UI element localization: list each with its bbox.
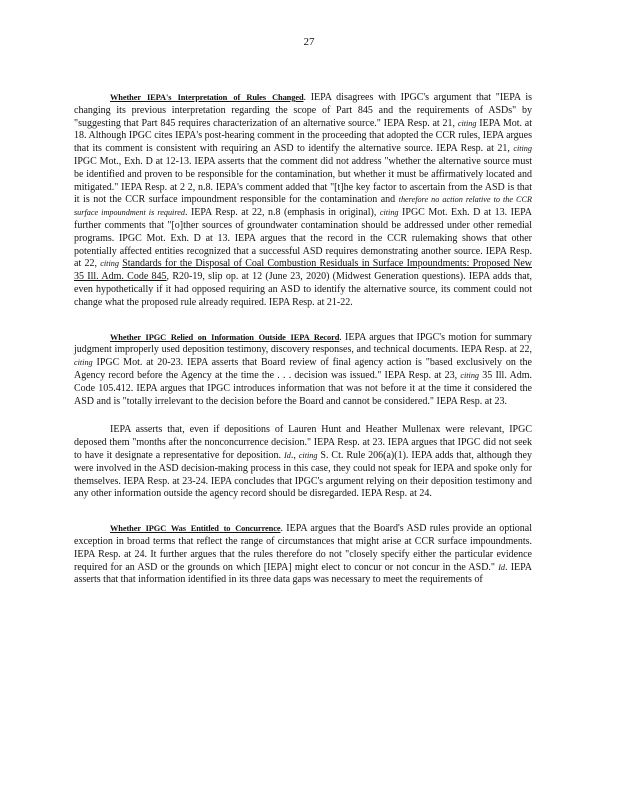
section-heading: Whether IPGC Relied on Information Outside IEPA Record xyxy=(110,332,340,342)
citation-signal: citing xyxy=(379,208,399,218)
paragraph-text: IEPA asserts that, even if depositions of Lauren Hunt and Heather Mullenax were relevant, IPGC deposed them "months after the nonconcurrence decision." IEPA Resp. at 23. IEPA argues that IPGC did not seek to have it designate a representative for deposition. xyxy=(74,424,532,461)
paragraph-text: 35 Ill. Adm. Code 105.412. IEPA argues that IPGC introduces information that was not before it at the time it considered the ASD and is "totally irrelevant to the decision before the Board and cannot be considered." IEPA Resp. at 23. xyxy=(74,369,532,407)
paragraph-text: IEPA Mot. at 18. Although IPGC cites IEPA's post-hearing comment in the proceeding that adopted the CCR rules, IEPA argues that its comment is consistent with requiring an ASD to identify the alternative source. IEPA Resp. at 21, xyxy=(74,117,533,155)
paragraph-text: . IEPA disagrees with IPGC's argument that "IEPA is changing its previous interpretation regarding the scope of Part 845 and the requirements of ASDs" by "suggesting that Part 845 requires characterization of an alternative source." IEPA Resp. at 21, xyxy=(74,92,532,129)
paragraph xyxy=(74,92,532,310)
citation-signal: Id xyxy=(283,450,291,460)
paragraph-text: IPGC Mot., Exh. D at 12-13. IEPA asserts that the comment did not address "whether the alternative source must be identified and proven to be responsible for the contamination, but whether it must be affirmatively located and mitigated." IEPA Resp. at 2 2, n.8. IEPA's comment added that "[t]he key factor to ascertain from the ASD is that it is not the CCR surface impoundment responsible for the contamination and xyxy=(74,155,532,206)
paragraph-text: . IEPA argues that the Board's ASD rules provide an optional exception in broad terms that reflect the range of circumstances that might arise at CCR surface impoundments. IEPA Resp. at 24. It further argues that the rules therefore do not "closely specify either the particular evidence required for an ASD or the grounds on which [IEPA] might elect to concur or not concur in the ASD." xyxy=(74,523,532,573)
paragraph xyxy=(74,424,532,501)
section-heading: Whether IPGC Was Entitled to Concurrence xyxy=(110,524,281,534)
citation-signal: citing xyxy=(74,358,93,368)
paragraph-text: . IEPA argues that IPGC's motion for summary judgment improperly used deposition testimony, discovery responses, and technical documents. IEPA Resp. at 22, xyxy=(74,331,532,356)
paragraph xyxy=(74,332,532,409)
page-number: 27 xyxy=(303,36,315,48)
citation-signal: citing xyxy=(513,144,532,154)
citation-signal: Id xyxy=(498,562,506,572)
citation-signal: citing xyxy=(100,259,119,269)
citation-signal: therefore no action relative to the CCR surface impoundment is required xyxy=(74,195,532,218)
citation-signal: citing xyxy=(298,450,318,460)
case-title: Standards for the Disposal of Coal Combustion Residuals in Surface Impoundments: Proposed New 35 Ill. Adm. Code 845 xyxy=(74,258,532,283)
paragraph-text: . IEPA asserts that that information identified in its three data gaps was necessary to meet the requirements of xyxy=(74,561,532,586)
paragraph-text: ., xyxy=(290,449,299,461)
citation-signal: citing xyxy=(457,118,477,128)
paragraph-text: , R20-19, slip op. at 12 (June 23, 2020) (Midwest Generation questions). IEPA adds that, even hypothetically if it had opposed requiring an ASD to identify the alternative source, its comment could not change what the proposed rule already required. IEPA Resp. at 21-22. xyxy=(74,271,532,308)
paragraph-text: IPGC Mot. at 20-23. IEPA asserts that Board review of final agency action is "based exclusively on the Agency record before the Agency at the time the . . . decision was issued." IEPA Resp. at 23, xyxy=(74,357,532,381)
citation-signal: citing xyxy=(460,370,480,380)
paragraph-text: S. Ct. Rule 206(a)(1). IEPA adds that, although they were involved in the ASD decision-making process in this case, they could not speak for IEPA and spoke only for themselves. IEPA Resp. at 23-24. IEPA concludes that IPGC's argument relying on their deposition testimony and any other information outside the agency record should be disregarded. IEPA Resp. at 24. xyxy=(74,449,532,500)
document-body xyxy=(74,92,532,609)
paragraph-text: IPGC Mot. Exh. D at 13. IEPA further comments that "[o]ther sources of groundwater contamination should be addressed under other remedial programs. IPGC Mot. Exh. D at 13. IEPA argues that the record in the CCR rulemaking shows that other potentially affected entities recognized that a successful ASD requires demonstrating another source. IEPA Resp. at 22, xyxy=(74,207,532,270)
section-heading: Whether IEPA's Interpretation of Rules Changed xyxy=(110,93,304,102)
paragraph xyxy=(74,523,532,587)
paragraph-text: . IEPA Resp. at 22, n.8 (emphasis in original), xyxy=(184,207,380,219)
